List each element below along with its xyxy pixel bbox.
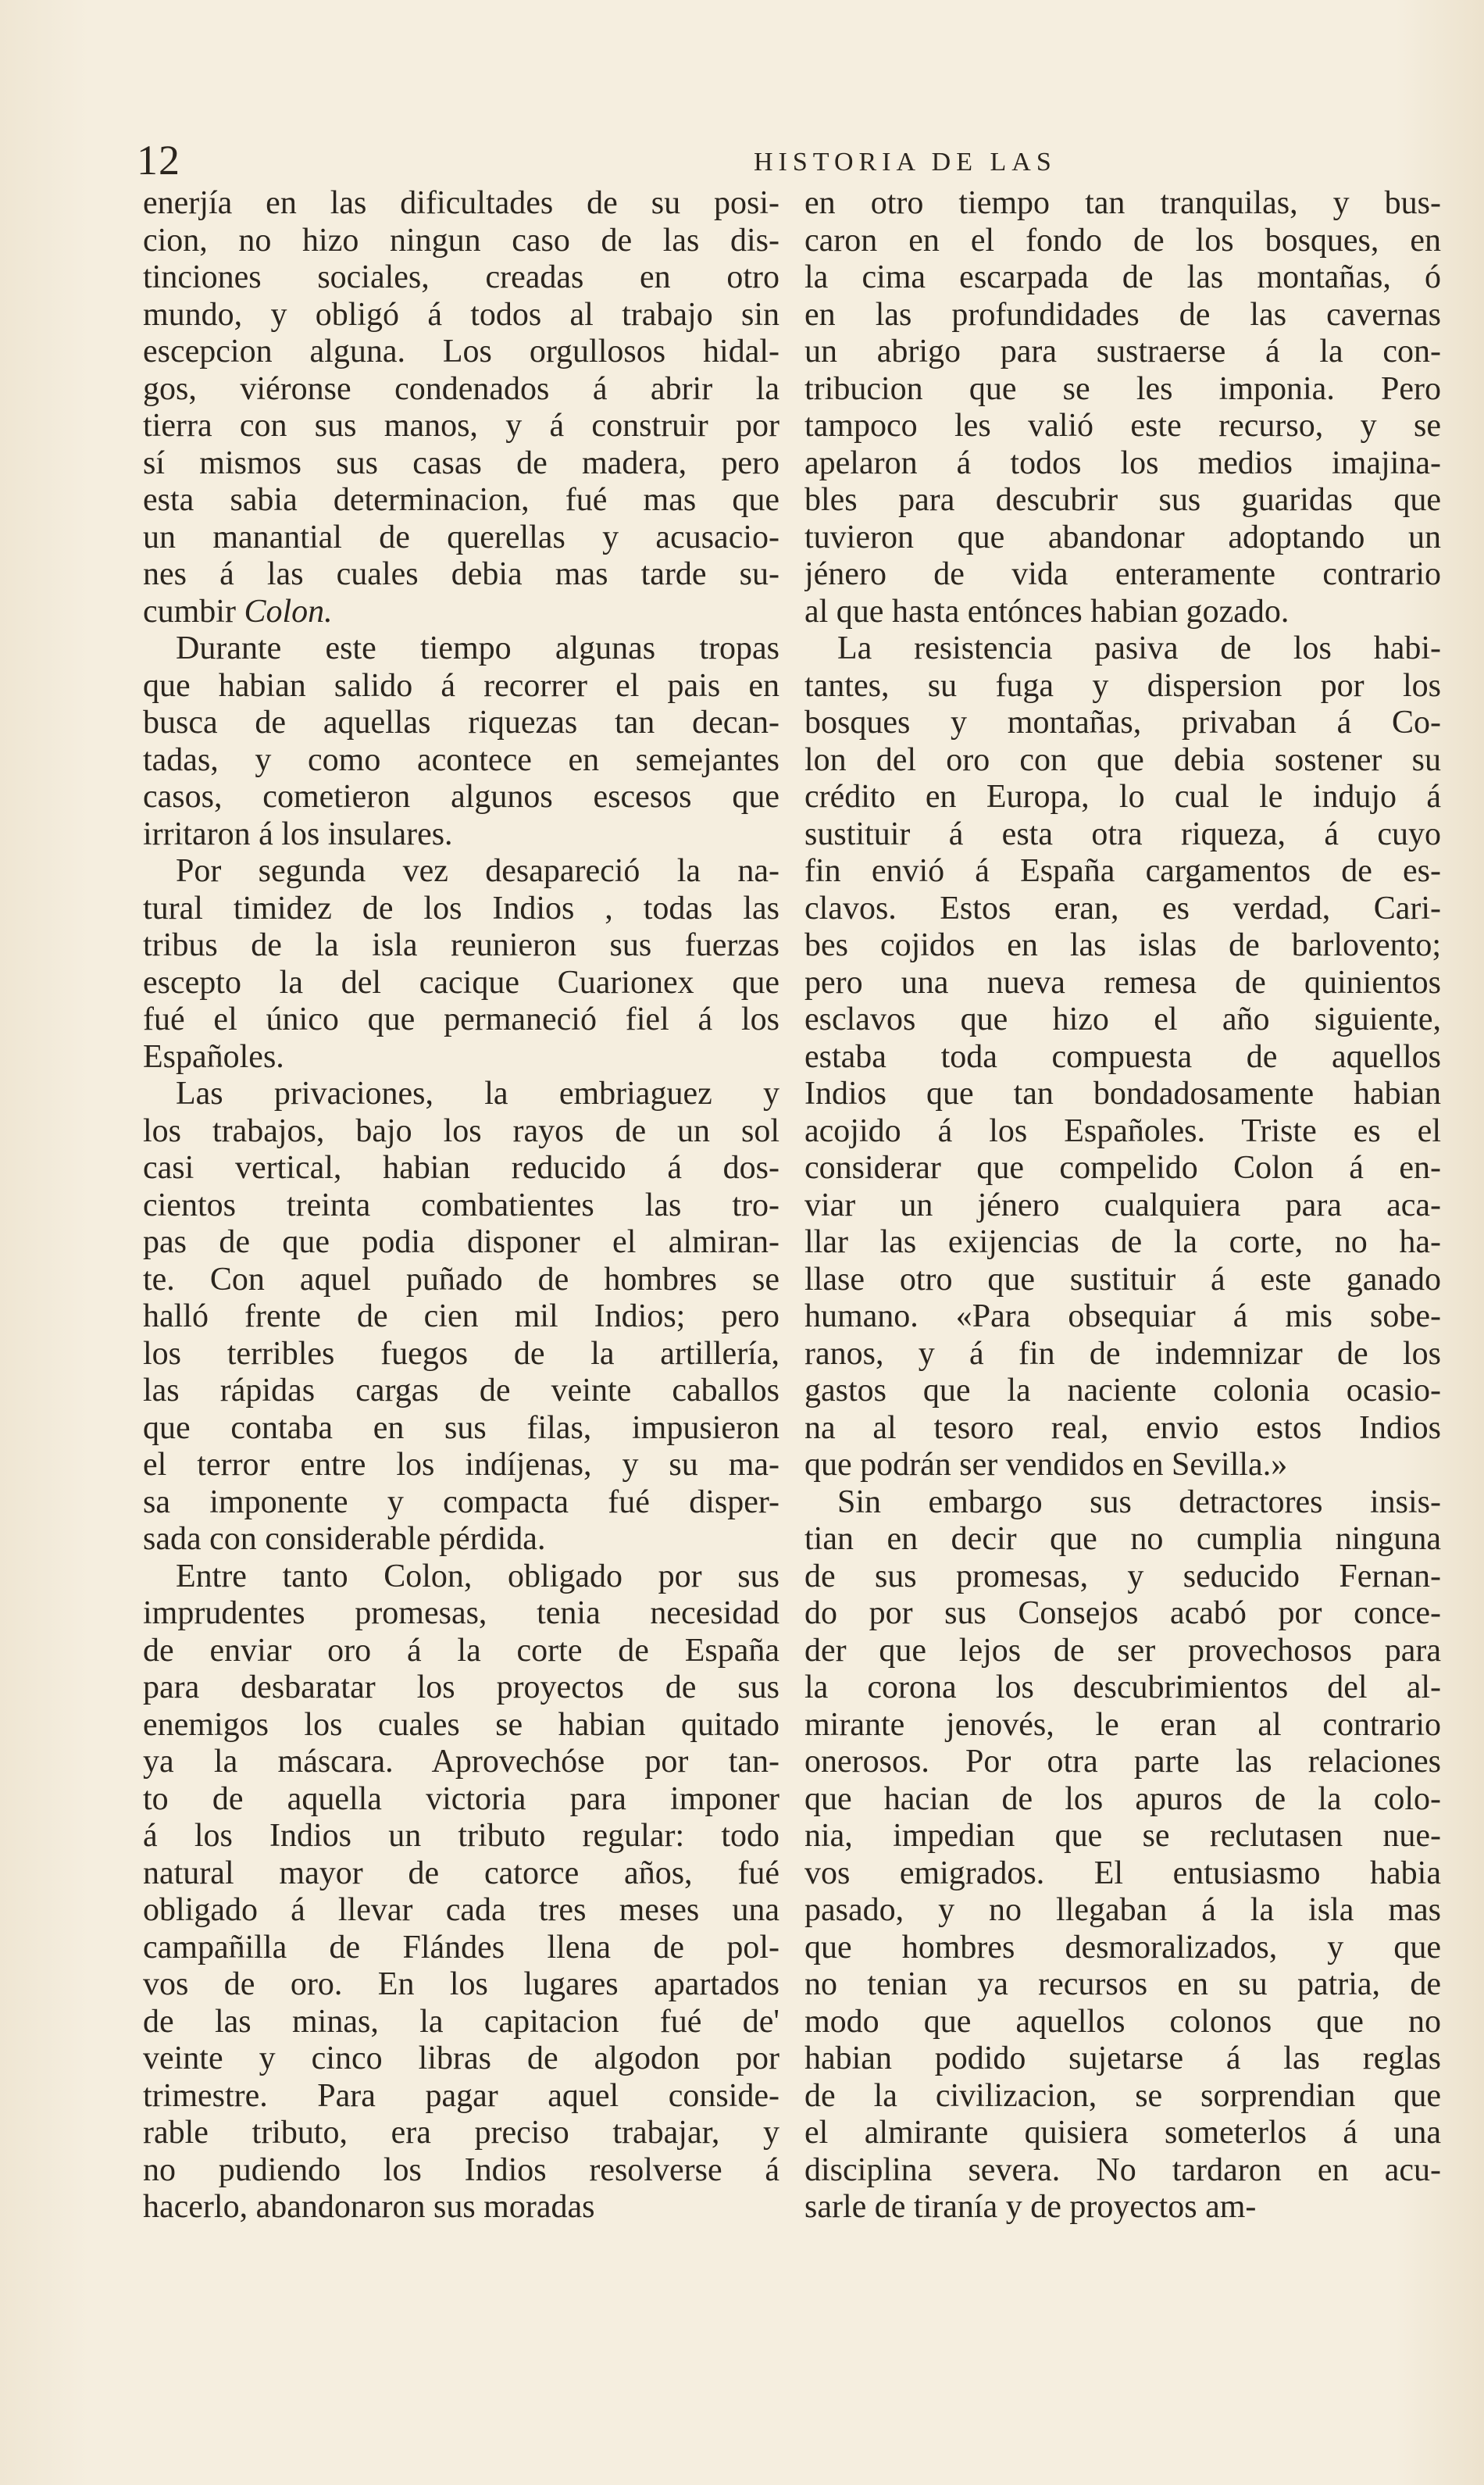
text-line: Españoles. (143, 1038, 284, 1075)
text-line: las rápidas cargas de veinte caballos (143, 1373, 779, 1409)
text-line: clavos. Estos eran, es verdad, Cari- (804, 890, 1441, 927)
text-line: to de aquella victoria para imponer (143, 1780, 779, 1817)
text-line: do por sus Consejos acabó por conce- (804, 1595, 1441, 1631)
text-line: fin envió á España cargamentos de es- (804, 853, 1441, 889)
text-line: crédito en Europa, lo cual le indujo á (804, 779, 1441, 815)
right-text-column (804, 185, 1441, 2341)
text-line: que podrán ser vendidos en Sevilla.» (804, 1447, 1288, 1483)
paragraph (143, 1076, 779, 1558)
continued-paragraph (804, 185, 1441, 630)
text-line: bles para descubrir sus guaridas que (804, 482, 1441, 518)
text-line: que contaba en sus filas, impusieron (143, 1409, 779, 1446)
paragraph (804, 630, 1441, 1484)
text-line: jénero de vida enteramente contrario (804, 556, 1441, 592)
text-line: mirante jenovés, le eran al contrario (804, 1706, 1441, 1743)
text-line: tribucion que se les imponia. Pero (804, 370, 1441, 407)
text-line: pas de que podia disponer el almiran- (143, 1224, 779, 1260)
text-line: los terribles fuegos de la artillería, (143, 1335, 779, 1372)
text-line: llase otro que sustituir á este ganado (804, 1261, 1441, 1298)
text-line: veinte y cinco libras de algodon por (143, 2040, 779, 2076)
text-line: vos de oro. En los lugares apartados (143, 1966, 779, 2002)
running-title: HISTORIA DE LAS (754, 148, 1057, 177)
text-line: mundo, y obligó á todos al trabajo sin (143, 296, 779, 333)
text-line: bosques y montañas, privaban á Co- (804, 705, 1441, 741)
text-line: cientos treinta combatientes las tro- (143, 1187, 779, 1223)
text-line: nia, impedian que se reclutasen nue- (804, 1818, 1441, 1854)
text-line: de la civilizacion, se sorprendian que (804, 2077, 1441, 2114)
text-line: para desbaratar los proyectos de sus (143, 1669, 779, 1705)
text-line: natural mayor de catorce años, fué (143, 1855, 779, 1891)
text-line: acojido á los Españoles. Triste es el (804, 1112, 1441, 1149)
text-line: cion, no hizo ningun caso de las dis- (143, 222, 779, 259)
text-line: pero una nueva remesa de quinientos (804, 964, 1441, 1001)
text-line: busca de aquellas riquezas tan decan- (143, 705, 779, 741)
text-line: considerar que compelido Colon á en- (804, 1150, 1441, 1186)
text-line: vos emigrados. El entusiasmo habia (804, 1855, 1441, 1891)
continued-paragraph (143, 185, 779, 630)
text-line: á los Indios un tributo regular: todo (143, 1818, 779, 1854)
text-line: irritaron á los insulares. (143, 816, 453, 852)
text-line: sarle de tiranía y de proyectos am- (804, 2189, 1257, 2225)
text-line: tierra con sus manos, y á construir por (143, 408, 779, 444)
text-line: Durante este tiempo algunas tropas (176, 630, 779, 666)
text-line: tadas, y como acontece en semejantes (143, 741, 779, 778)
text-line: el terror entre los indíjenas, y su ma- (143, 1447, 779, 1483)
text-line: sada con considerable pérdida. (143, 1521, 546, 1557)
text-line: enerjía en las dificultades de su posi- (143, 185, 779, 221)
text-line: sustituir á esta otra riqueza, á cuyo (804, 816, 1441, 852)
text-line: la corona los descubrimientos del al- (804, 1669, 1441, 1705)
text-line: viar un jénero cualquiera para aca- (804, 1187, 1441, 1223)
text-line: onerosos. Por otra parte las relaciones (804, 1744, 1441, 1780)
text-line: en las profundidades de las cavernas (804, 296, 1441, 333)
text-line: un abrigo para sustraerse á la con- (804, 334, 1441, 370)
text-line: estaba toda compuesta de aquellos (804, 1038, 1441, 1075)
text-line: llar las exijencias de la corte, no ha- (804, 1224, 1441, 1260)
page-header (137, 137, 1429, 184)
text-line: halló frente de cien mil Indios; pero (143, 1298, 779, 1334)
text-line: Por segunda vez desapareció la na- (176, 853, 779, 889)
text-line: tantes, su fuga y dispersion por los (804, 667, 1441, 704)
text-line: casos, cometieron algunos escesos que (143, 779, 779, 815)
text-line: que habian salido á recorrer el pais en (143, 667, 779, 704)
italic-name: Colon. (244, 593, 333, 630)
text-line: tinciones sociales, creadas en otro (143, 259, 779, 295)
text-line: escepto la del cacique Cuarionex que (143, 964, 779, 1001)
text-line: que hacian de los apuros de la colo- (804, 1780, 1441, 1817)
page-number: 12 (137, 137, 180, 184)
text-line: Sin embargo sus detractores insis- (837, 1484, 1441, 1520)
text-line: pasado, y no llegaban á la isla mas (804, 1892, 1441, 1928)
text-line: Entre tanto Colon, obligado por sus (176, 1558, 779, 1594)
text-line: esclavos que hizo el año siguiente, (804, 1001, 1441, 1037)
text-line: campañilla de Flándes llena de pol- (143, 1929, 779, 1966)
text-line: ranos, y á fin de indemnizar de los (804, 1335, 1441, 1372)
text-line: habian podido sujetarse á las reglas (804, 2040, 1441, 2076)
text-line: de sus promesas, y seducido Fernan- (804, 1558, 1441, 1594)
text-line: lon del oro con que debia sostener su (804, 741, 1441, 778)
text-line: hacerlo, abandonaron sus moradas (143, 2189, 595, 2225)
text-line: tural timidez de los Indios , todas las (143, 890, 779, 927)
text-line: que hombres desmoralizados, y que (804, 1929, 1441, 1966)
text-line: sa imponente y compacta fué disper- (143, 1484, 779, 1520)
paragraph (804, 1484, 1441, 2226)
text-line: modo que aquellos colonos que no (804, 2003, 1441, 2040)
text-line: de las minas, la capitacion fué de' (143, 2003, 779, 2040)
paragraph (143, 630, 779, 853)
text-line: tian en decir que no cumplia ninguna (804, 1521, 1441, 1557)
text-line: cumbir Colon. (143, 593, 333, 630)
text-line: ya la máscara. Aprovechóse por tan- (143, 1744, 779, 1780)
text-line: apelaron á todos los medios imajina- (804, 445, 1441, 481)
text-line: un manantial de querellas y acusacio- (143, 519, 779, 555)
text-line: enemigos los cuales se habian quitado (143, 1706, 779, 1743)
paragraph (143, 853, 779, 1076)
text-line: casi vertical, habian reducido á dos- (143, 1150, 779, 1186)
text-line: en otro tiempo tan tranquilas, y bus- (804, 185, 1441, 221)
text-line: obligado á llevar cada tres meses una (143, 1892, 779, 1928)
text-line: fué el único que permaneció fiel á los (143, 1001, 779, 1037)
text-line: de enviar oro á la corte de España (143, 1632, 779, 1669)
paragraph (143, 1558, 779, 2226)
text-line: te. Con aquel puñado de hombres se (143, 1261, 779, 1298)
text-line: bes cojidos en las islas de barlovento; (804, 927, 1441, 963)
text-line: humano. «Para obsequiar á mis sobe- (804, 1298, 1441, 1334)
text-line: nes á las cuales debia mas tarde su- (143, 556, 779, 592)
text-line: tuvieron que abandonar adoptando un (804, 519, 1441, 555)
text-line: los trabajos, bajo los rayos de un sol (143, 1112, 779, 1149)
text-line: la cima escarpada de las montañas, ó (804, 259, 1441, 295)
text-line: no tenian ya recursos en su patria, de (804, 1966, 1441, 2002)
left-text-column (143, 185, 779, 2341)
text-line: al que hasta entónces habian gozado. (804, 593, 1290, 630)
text-line: trimestre. Para pagar aquel conside- (143, 2077, 779, 2114)
text-line: Las privaciones, la embriaguez y (176, 1076, 779, 1112)
text-line: caron en el fondo de los bosques, en (804, 222, 1441, 259)
text-line: disciplina severa. No tardaron en acu- (804, 2151, 1441, 2188)
text-line: esta sabia determinacion, fué mas que (143, 482, 779, 518)
text-line: rable tributo, era preciso trabajar, y (143, 2115, 779, 2151)
text-line: sí mismos sus casas de madera, pero (143, 445, 779, 481)
text-line: tampoco les valió este recurso, y se (804, 408, 1441, 444)
text-line: gos, viéronse condenados á abrir la (143, 370, 779, 407)
text-line: no pudiendo los Indios resolverse á (143, 2151, 779, 2188)
text-line: na al tesoro real, envio estos Indios (804, 1409, 1441, 1446)
text-line: el almirante quisiera someterlos á una (804, 2115, 1441, 2151)
text-line: Indios que tan bondadosamente habian (804, 1076, 1441, 1112)
text-line: tribus de la isla reunieron sus fuerzas (143, 927, 779, 963)
text-line: escepcion alguna. Los orgullosos hidal- (143, 334, 779, 370)
text-line: imprudentes promesas, tenia necesidad (143, 1595, 779, 1631)
text-line: der que lejos de ser provechosos para (804, 1632, 1441, 1669)
text-line: La resistencia pasiva de los habi- (837, 630, 1441, 666)
text-line: gastos que la naciente colonia ocasio- (804, 1373, 1441, 1409)
